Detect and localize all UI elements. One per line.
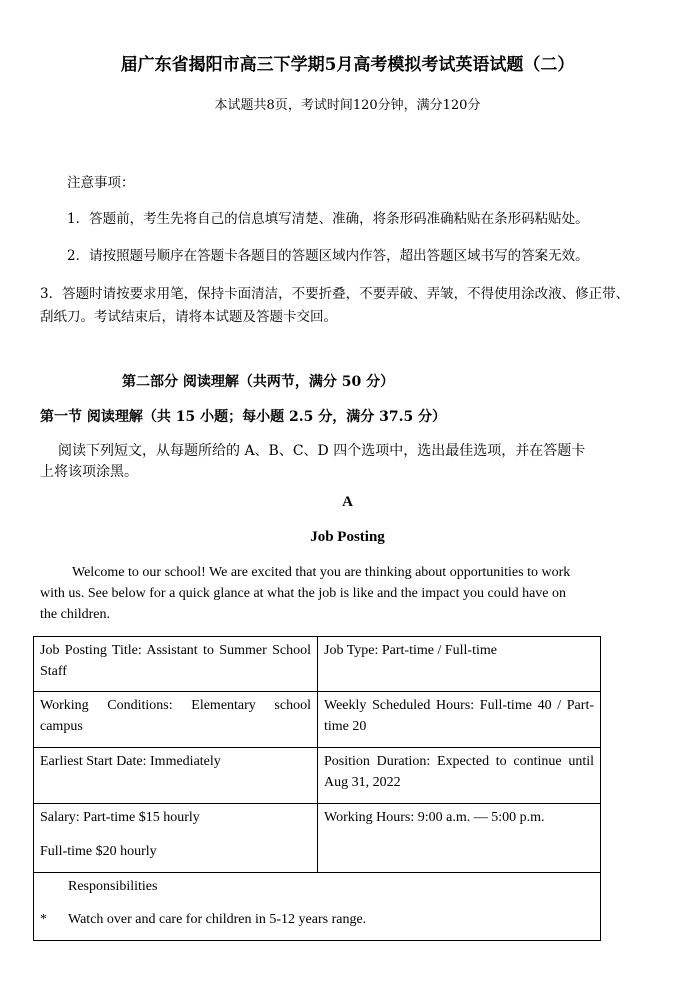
passage-letter: A [342,494,353,510]
job-posting-table [33,636,601,941]
start-date-cell: Earliest Start Date: Immediately [34,748,318,804]
job-title-cell: Job Posting Title: Assistant to Summer School Staff [34,637,318,692]
passage-intro-line-2: with us. See below for a quick glance at what the job is like and the impact you could have on [40,586,567,601]
reading-instruction-line-2: 上将该项涂黑。 [40,464,138,480]
responsibility-item [40,909,594,930]
notice-heading: 注意事项： [67,175,135,191]
position-duration-cell: Position Duration: Expected to continue until Aug 31, 2022 [318,748,601,804]
working-conditions-cell: Working Conditions: Elementary school campus [34,692,318,748]
responsibilities-cell [34,873,601,941]
salary-part-time: Salary: Part-time $15 hourly [40,810,200,825]
passage-intro-line-3: the children. [40,607,110,622]
salary-cell [34,804,318,873]
bullet-marker: * [40,912,47,927]
working-hours-cell: Working Hours: 9:00 a.m. — 5:00 p.m. [318,804,601,873]
passage-intro-line-1: Welcome to our school! We are excited that you are thinking about opportunities to work [72,565,571,580]
exam-info: 本试题共8页，考试时间120分钟，满分120分 [214,98,481,113]
notice-item-2: 2．请按照题号顺序在答题卡各题目的答题区域内作答，超出答题区域书写的答案无效。 [67,248,589,264]
responsibility-text: Watch over and care for children in 5-12 years range. [68,912,367,927]
passage-title: Job Posting [310,529,385,545]
notice-item-3-line-1: 3．答题时请按要求用笔，保持卡面清洁，不要折叠，不要弄破、弄皱，不得使用涂改液、修正带、 [40,286,630,302]
page-title: 届广东省揭阳市高三下学期5月高考模拟考试英语试题（二） [120,55,575,75]
section1-heading: 第一节 阅读理解（共 15 小题；每小题 2.5 分，满分 37.5 分） [40,409,447,425]
weekly-hours-cell: Weekly Scheduled Hours: Full-time 40 / Part-time 20 [318,692,601,748]
notice-item-3-line-2: 刮纸刀。考试结束后，请将本试题及答题卡交回。 [40,309,337,325]
part2-heading: 第二部分 阅读理解（共两节，满分 50 分） [122,374,395,390]
reading-instruction-line-1: 阅读下列短文，从每题所给的 A、B、C、D 四个选项中，选出最佳选项，并在答题卡 [58,443,586,459]
notice-item-1: 1．答题前，考生先将自己的信息填写清楚、准确，将条形码准确粘贴在条形码粘贴处。 [67,211,589,227]
salary-full-time: Full-time $20 hourly [40,844,157,859]
responsibilities-heading: Responsibilities [68,879,158,894]
job-type-cell: Job Type: Part-time / Full-time [318,637,601,692]
